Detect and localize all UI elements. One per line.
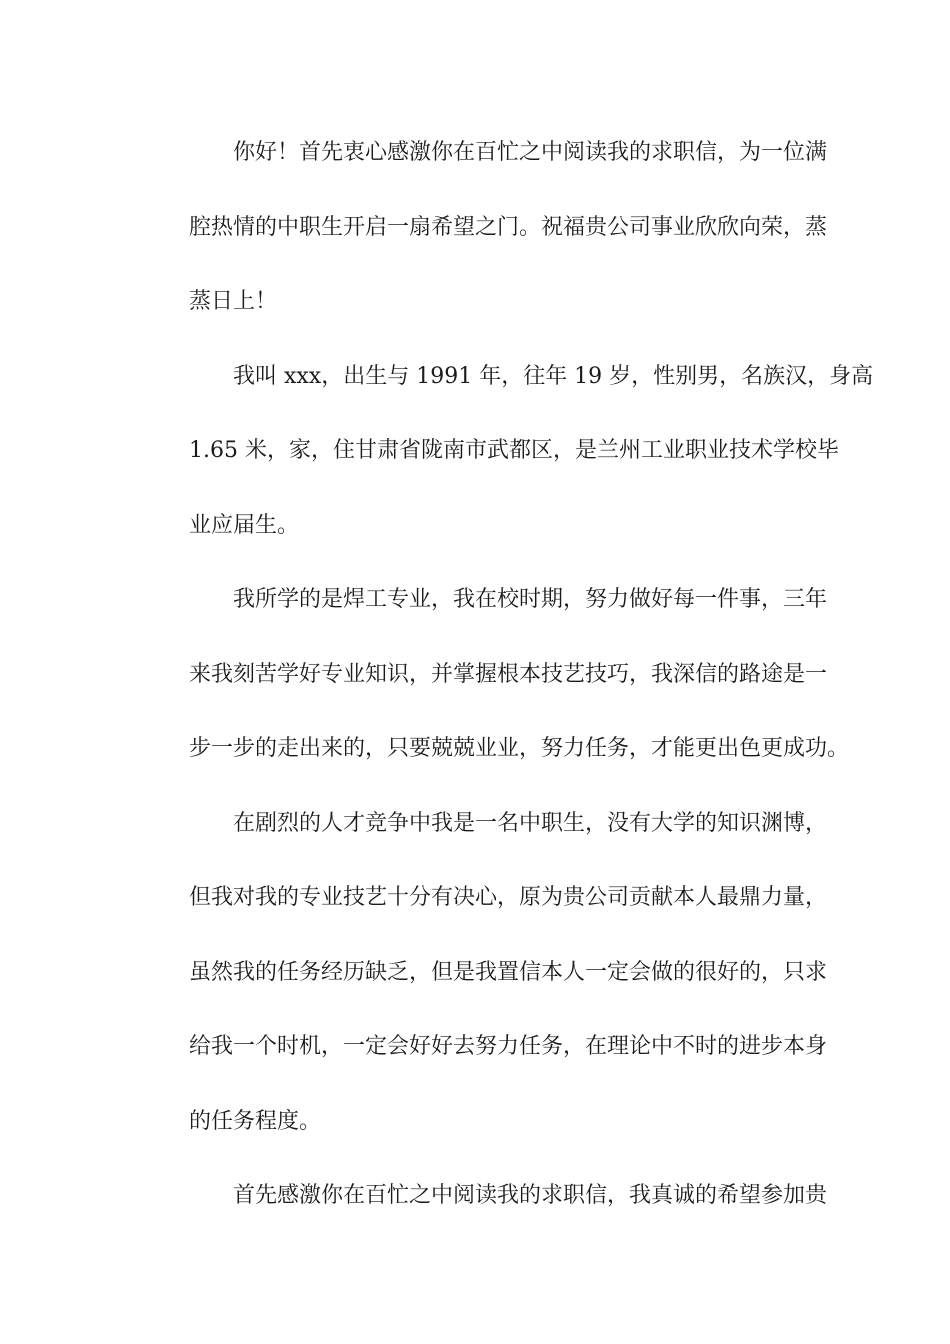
text-line: 的任务程度。 xyxy=(189,1108,322,1134)
text-line: 但我对我的专业技艺十分有决心，原为贵公司贡献本人最鼎力量， xyxy=(189,885,828,910)
text-line: 腔热情的中职生开启一扇希望之门。祝福贵公司事业欣欣向荣，蒸 xyxy=(189,214,828,240)
text-line: 首先感激你在百忙之中阅读我的求职信，我真诚的希望参加贵 xyxy=(233,1183,828,1208)
paragraph-closing xyxy=(145,1159,828,1234)
paragraph-greeting xyxy=(145,116,828,340)
text-line: 来我刻苦学好专业知识，并掌握根本技艺技巧，我深信的路途是一 xyxy=(189,661,828,687)
paragraph-self-intro xyxy=(145,340,874,564)
text-line: 在剧烈的人才竞争中我是一名中职生，没有大学的知识渊博， xyxy=(233,810,828,836)
paragraph-major xyxy=(145,563,850,787)
text-line: 步一步的走出来的，只要兢兢业业，努力任务，才能更出色更成功。 xyxy=(189,736,850,761)
text-line: 虽然我的任务经历缺乏，但是我置信本人一定会做的很好的，只求 xyxy=(189,959,828,985)
paragraph-competition xyxy=(145,787,828,1160)
text-line: 1.65 米，家，住甘肃省陇南市武都区，是兰州工业职业技术学校毕 xyxy=(189,438,839,463)
text-line: 业应届生。 xyxy=(189,512,300,538)
text-line: 给我一个时机，一定会好好去努力任务，在理论中不时的进步本身 xyxy=(189,1034,828,1059)
text-line: 你好！首先衷心感激你在百忙之中阅读我的求职信，为一位满 xyxy=(233,140,828,165)
text-line: 蒸日上！ xyxy=(189,289,278,314)
text-line: 我所学的是焊工专业，我在校时期，努力做好每一件事，三年 xyxy=(233,587,828,612)
letter-body xyxy=(145,116,874,1234)
text-line: 我叫 xxx，出生与 1991 年，往年 19 岁，性别男，名族汉，身高 xyxy=(233,363,874,389)
